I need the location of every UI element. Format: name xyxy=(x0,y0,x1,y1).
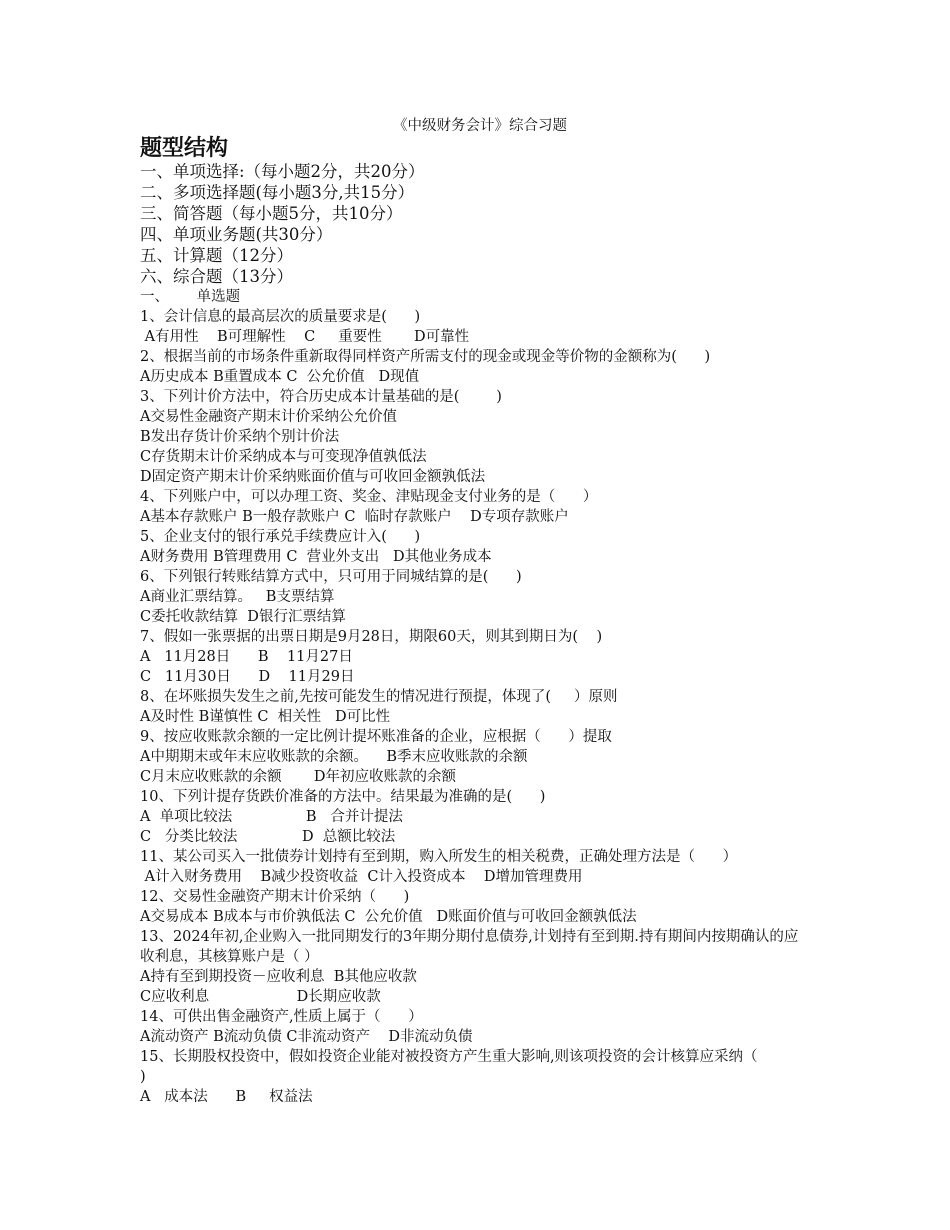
option-line: A基本存款账户 B一般存款账户 C 临时存款账户 D专项存款账户 xyxy=(140,509,569,525)
question-line: 3、下列计价方法中，符合历史成本计量基础的是( ) xyxy=(140,389,502,405)
question-line: 9、按应收账款余额的一定比例计提坏账准备的企业，应根据（ ）提取 xyxy=(140,729,612,745)
option-line: C存货期末计价采纳成本与可变现净值孰低法 xyxy=(140,449,427,465)
option-line: A历史成本 B重置成本 C 公允价值 D现值 xyxy=(140,369,420,385)
option-line: A交易性金融资产期末计价采纳公允价值 xyxy=(140,409,397,425)
structure-item: 五、计算题（12分） xyxy=(140,246,293,265)
option-line: B发出存货计价采纳个别计价法 xyxy=(140,429,340,445)
option-line: C 11月30日 D 11月29日 xyxy=(140,669,355,685)
option-line: A有用性 B可理解性 C 重要性 D可靠性 xyxy=(140,329,470,345)
question-line: 4、下列账户中，可以办理工资、奖金、津贴现金支付业务的是（ ） xyxy=(140,489,598,505)
option-line: D固定资产期末计价采纳账面价值与可收回金额孰低法 xyxy=(140,469,486,485)
question-type-list xyxy=(140,161,425,287)
question-line: 14、可供出售金融资产,性质上属于（ ） xyxy=(140,1009,423,1025)
question-body xyxy=(140,287,820,1107)
option-line: A 单项比较法 B 合并计提法 xyxy=(140,809,403,825)
option-line: A 11月28日 B 11月27日 xyxy=(140,649,353,665)
question-line: 2、根据当前的市场条件重新取得同样资产所需支付的现金或现金等价物的金额称为( ) xyxy=(140,349,711,365)
question-line: 7、假如一张票据的出票日期是9月28日，期限60天，则其到期日为( ) xyxy=(140,629,603,645)
section-heading: 题型结构 xyxy=(140,136,229,161)
section-label: 一、 单选题 xyxy=(140,289,241,305)
option-line: C月末应收账款的余额 D年初应收账款的余额 xyxy=(140,769,456,785)
question-line: 5、企业支付的银行承兑手续费应计入( ) xyxy=(140,529,421,545)
question-line-continuation: ) xyxy=(140,1069,146,1085)
question-line: 11、某公司买入一批债券计划持有至到期，购入所发生的相关税费，正确处理方法是（ ） xyxy=(140,849,738,865)
document-title: 《中级财务会计》综合习题 xyxy=(393,118,567,134)
question-line: 15、长期股权投资中，假如投资企业能对被投资方产生重大影响,则该项投资的会计核算应采纳（ xyxy=(140,1049,758,1065)
structure-item: 一、单项选择:（每小题2分，共20分） xyxy=(140,162,425,181)
question-line: 6、下列银行转账结算方式中，只可用于同城结算的是( ) xyxy=(140,569,522,585)
structure-item: 六、综合题（13分） xyxy=(140,267,293,286)
structure-item: 四、单项业务题(共30分） xyxy=(140,225,333,244)
question-line: 1、会计信息的最高层次的质量要求是( ) xyxy=(140,309,421,325)
question-line: 12、交易性金融资产期末计价采纳（ ) xyxy=(140,889,410,905)
option-line: A计入财务费用 B减少投资收益 C计入投资成本 D增加管理费用 xyxy=(140,869,583,885)
option-line: A财务费用 B管理费用 C 营业外支出 D其他业务成本 xyxy=(140,549,492,565)
option-line: C 分类比较法 D 总额比较法 xyxy=(140,829,396,845)
question-line: 8、在坏账损失发生之前,先按可能发生的情况进行预提，体现了( ）原则 xyxy=(140,689,618,705)
structure-item: 二、多项选择题(每小题3分,共15分） xyxy=(140,183,415,202)
question-line: 10、下列计提存货跌价准备的方法中。结果最为准确的是( ) xyxy=(140,789,546,805)
option-line: C应收利息 D长期应收款 xyxy=(140,989,381,1005)
question-line: 13、2024年初,企业购入一批同期发行的3年期分期付息债券,计划持有至到期.持有期间内按期确认的应收利息，其核算账户是（ ） xyxy=(140,929,799,965)
option-line: A交易成本 B成本与市价孰低法 C 公允价值 D账面价值与可收回金额孰低法 xyxy=(140,909,637,925)
option-line: A及时性 B谨慎性 C 相关性 D可比性 xyxy=(140,709,391,725)
option-line: A 成本法 B 权益法 xyxy=(140,1089,313,1105)
option-line: A商业汇票结算。 B支票结算 xyxy=(140,589,335,605)
option-line: A持有至到期投资－应收利息 B其他应收款 xyxy=(140,969,417,985)
option-line: A中期期末或年末应收账款的余额。 B季末应收账款的余额 xyxy=(140,749,528,765)
structure-item: 三、简答题（每小题5分，共10分） xyxy=(140,204,403,223)
option-line: C委托收款结算 D银行汇票结算 xyxy=(140,609,346,625)
option-line: A流动资产 B流动负债 C非流动资产 D非流动负债 xyxy=(140,1029,473,1045)
